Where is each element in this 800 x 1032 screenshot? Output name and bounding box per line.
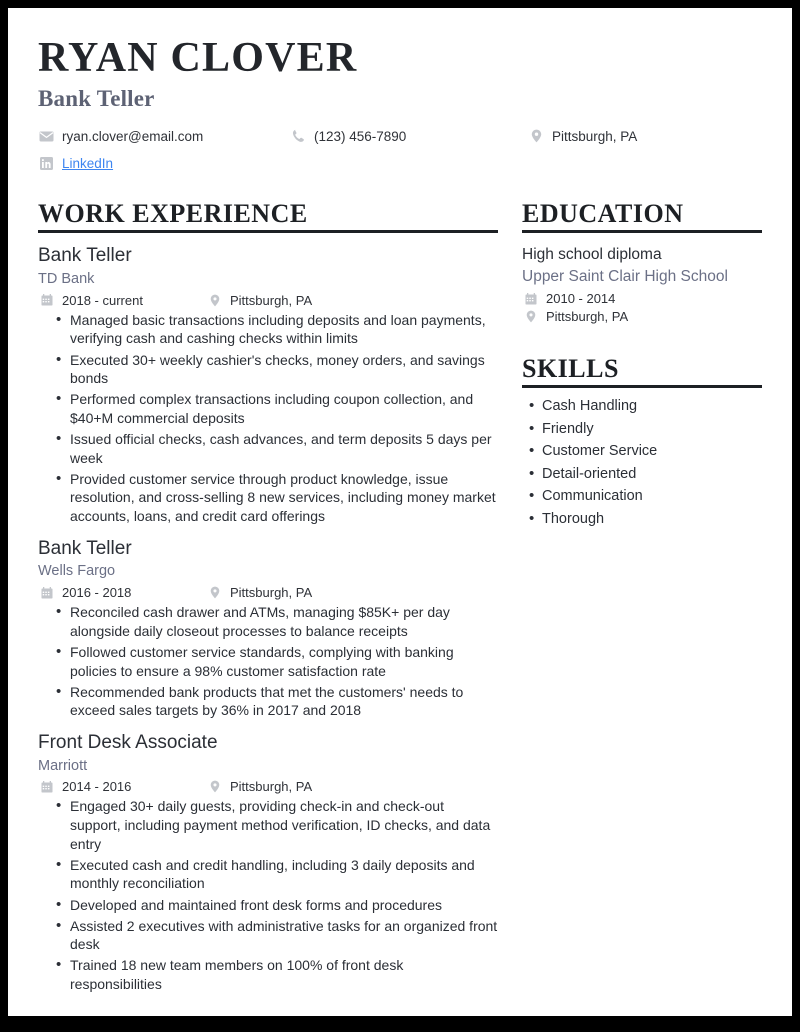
resume-body [38,199,762,996]
experience-location-text: Pittsburgh, PA [230,779,313,795]
skill-item: • Communication [542,486,762,507]
linkedin-link[interactable]: LinkedIn [62,155,114,171]
contact-row-secondary [38,153,762,173]
skill-item: • Thorough [542,509,762,530]
education-school: Upper Saint Clair High School [522,268,728,286]
phone-icon [290,129,307,143]
experience-bullet: • Executed cash and credit handling, including 3 daily deposits and monthly reconciliation [70,856,498,893]
experience-company: TD Bank [38,271,95,287]
experience-dates-text: 2014 - 2016 [62,779,132,795]
education-dates [522,291,762,306]
experience-job-title: Front Desk Associate [38,731,218,753]
experience-bullet-list [38,311,498,526]
candidate-name: RYAN CLOVER [38,35,358,81]
experience-bullet: • Assisted 2 executives with administrative tasks for an organized front desk [70,917,498,954]
left-column [38,199,498,996]
experience-bullet: • Reconciled cash drawer and ATMs, managing $85K+ per day alongside daily closeout processes to balance receipts [70,603,498,640]
contact-email[interactable] [38,129,290,144]
education-location-text: Pittsburgh, PA [546,309,629,325]
experience-bullet: • Trained 18 new team members on 100% of front desk responsibilities [70,956,498,993]
envelope-icon [38,131,55,142]
map-pin-icon [206,780,223,793]
experience-job-title: Bank Teller [38,245,132,267]
skills-list [522,396,762,529]
contact-linkedin[interactable] [38,156,113,171]
calendar-icon [38,294,55,306]
experience-location-text: Pittsburgh, PA [230,585,313,601]
experience-meta [38,293,498,308]
education-section [522,199,762,324]
experience-bullet: • Executed 30+ weekly cashier's checks, money orders, and savings bonds [70,351,498,388]
calendar-icon [522,293,539,305]
experience-dates [38,779,206,794]
experience-location-text: Pittsburgh, PA [230,292,313,308]
experience-dates [38,585,206,600]
experience-bullet: • Performed complex transactions including coupon collection, and $40+M commercial deposits [70,390,498,427]
skill-item: • Friendly [542,419,762,440]
experience-dates-text: 2016 - 2018 [62,585,132,601]
experience-bullet: • Managed basic transactions including deposits and loan payments, verifying cash and cashing checks within limits [70,311,498,348]
contact-phone-text: (123) 456-7890 [314,128,407,144]
experience-bullet: • Followed customer service standards, complying with banking policies to ensure a 98% customer satisfaction rate [70,643,498,680]
map-pin-icon [206,586,223,599]
experience-entry [38,245,498,525]
experience-entry [38,732,498,994]
education-degree: High school diploma [522,246,662,264]
skills-section [522,354,762,530]
section-rule [38,230,498,233]
right-column [522,199,762,996]
experience-company: Marriott [38,757,88,774]
section-rule [522,385,762,388]
education-location [522,309,762,324]
experience-location [206,585,312,600]
experience-bullet: • Engaged 30+ daily guests, providing check-in and check-out support, including payment method verification, ID checks, and data entry [70,797,498,853]
experience-bullet-list [38,797,498,993]
experience-bullet: • Issued official checks, cash advances, and term deposits 5 days per week [70,430,498,467]
column-gap [498,199,522,996]
work-experience-heading: WORK EXPERIENCE [38,199,308,229]
education-dates-text: 2010 - 2014 [546,291,616,307]
experience-entry [38,538,498,720]
skill-item: • Customer Service [542,441,762,462]
experience-job-title: Bank Teller [38,537,132,559]
contact-phone[interactable] [290,129,528,144]
map-pin-icon [522,310,539,323]
experience-dates [38,293,206,308]
experience-bullet: • Provided customer service through product knowledge, issue resolution, and cross-selling 8 new services, including money market accounts, loans, and credit card offerings [70,470,498,526]
contact-email-text: ryan.clover@email.com [62,128,204,144]
map-pin-icon [528,129,545,143]
calendar-icon [38,587,55,599]
experience-meta [38,779,498,794]
contact-row-primary [38,126,762,146]
experience-bullet: • Developed and maintained front desk forms and procedures [70,896,498,915]
contact-location [528,129,762,144]
experience-location [206,779,312,794]
education-heading: EDUCATION [522,199,684,229]
candidate-job-title: Bank Teller [38,86,155,112]
experience-meta [38,585,498,600]
resume-header [38,36,762,173]
experience-location [206,293,312,308]
education-entry [522,245,762,324]
experience-company: Wells Fargo [38,563,116,580]
skills-heading: SKILLS [522,354,619,384]
resume-page [8,8,792,1016]
experience-dates-text: 2018 - current [62,292,143,308]
experience-bullet-list [38,603,498,720]
section-rule [522,230,762,233]
work-experience-section [38,199,498,993]
map-pin-icon [206,294,223,307]
calendar-icon [38,781,55,793]
skill-item: • Cash Handling [542,396,762,417]
skill-item: • Detail-oriented [542,464,762,485]
contact-location-text: Pittsburgh, PA [552,128,638,144]
experience-bullet: • Recommended bank products that met the customers' needs to exceed sales targets by 36% in 2017 and 2018 [70,683,498,720]
linkedin-icon [38,157,55,170]
